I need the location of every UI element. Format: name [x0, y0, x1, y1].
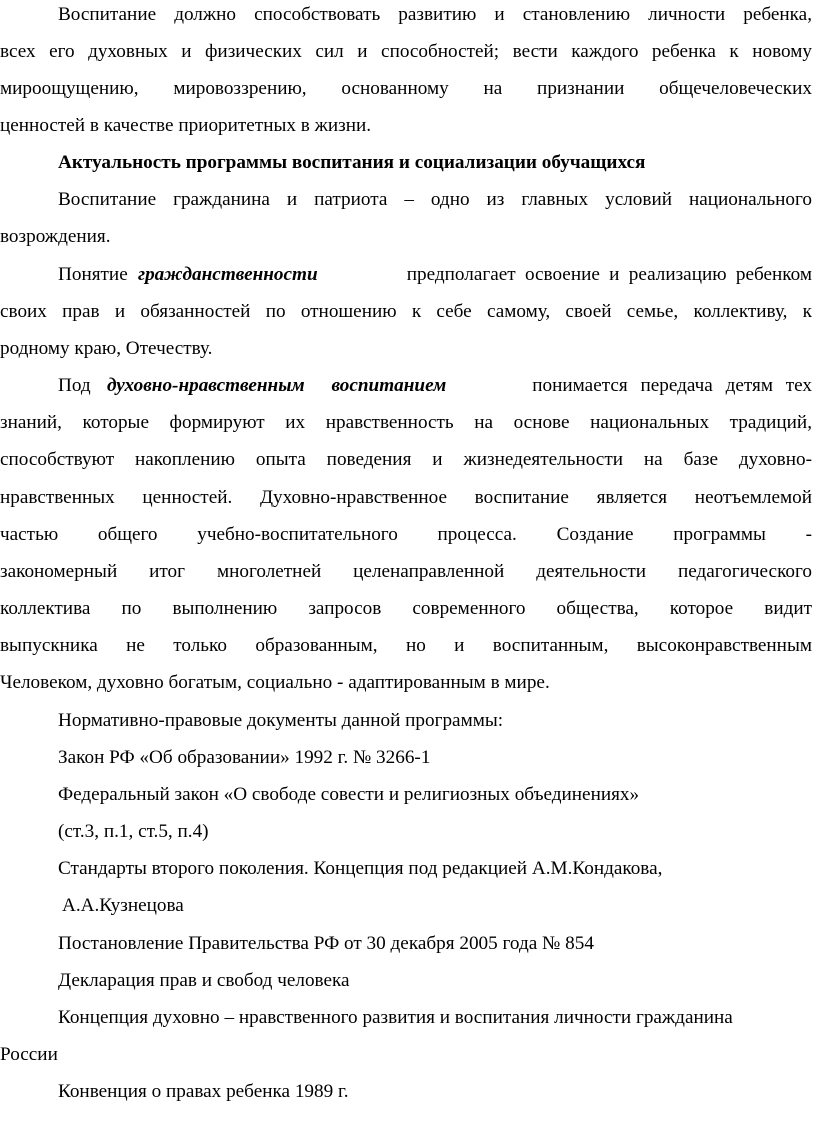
- document-item: России: [0, 1044, 58, 1065]
- document-item: Концепция духовно – нравственного развития и воспитания личности гражданина: [58, 1007, 733, 1028]
- citizenship-line-rest: предполагает освоение и реализацию ребенком: [406, 264, 812, 285]
- spiritual-line-rest: понимается передача детям тех: [532, 375, 812, 396]
- paragraph-4-line-5: частью общего учебно-воспитательного процесса. Создание программы -: [0, 524, 812, 545]
- paragraph-4-line-3: способствуют накоплению опыта поведения и жизнедеятельности на базе духовно-: [0, 449, 812, 470]
- paragraph-3-line-2: своих прав и обязанностей по отношению к себе самому, своей семье, коллективу, к: [0, 301, 812, 322]
- paragraph-1-line-2: всех его духовных и физических сил и способностей; вести каждого ребенка к новому: [0, 41, 812, 62]
- spiritual-term: духовно-нравственным воспитанием: [107, 375, 447, 396]
- document-item: А.А.Кузнецова: [62, 895, 184, 916]
- document-item: Конвенция о правах ребенка 1989 г.: [58, 1081, 349, 1102]
- documents-intro: Нормативно-правовые документы данной программы:: [58, 710, 504, 731]
- document-item: Федеральный закон «О свободе совести и религиозных объединениях»: [58, 784, 640, 805]
- paragraph-4-line-7: коллектива по выполнению запросов современного общества, которое видит: [0, 598, 812, 619]
- spiritual-word: Под: [58, 375, 91, 396]
- citizenship-word: Понятие: [58, 264, 128, 285]
- paragraph-1-line-3: мироощущению, мировоззрению, основанному на признании общечеловеческих: [0, 78, 812, 99]
- paragraph-1-line-4: ценностей в качестве приоритетных в жизни.: [0, 115, 372, 136]
- paragraph-2-line-1: Воспитание гражданина и патриота – одно из главных условий национального: [58, 189, 812, 210]
- paragraph-4-line-6: закономерный итог многолетней целенаправленной деятельности педагогического: [0, 561, 812, 582]
- paragraph-4-line-8: выпускника не только образованным, но и воспитанным, высоконравственным: [0, 635, 812, 656]
- paragraph-4-line-9: Человеком, духовно богатым, социально - адаптированным в мире.: [0, 672, 550, 693]
- citizenship-term: гражданственности: [138, 264, 318, 285]
- paragraph-1-line-1: Воспитание должно способствовать развитию и становлению личности ребенка,: [58, 4, 812, 25]
- document-item: Стандарты второго поколения. Концепция под редакцией А.М.Кондакова,: [58, 858, 663, 879]
- paragraph-4-line-2: знаний, которые формируют их нравственность на основе национальных традиций,: [0, 412, 812, 433]
- paragraph-2-line-2: возрождения.: [0, 226, 111, 247]
- document-item: Закон РФ «Об образовании» 1992 г. № 3266-1: [58, 747, 431, 768]
- document-item: Декларация прав и свобод человека: [58, 970, 350, 991]
- document-item: Постановление Правительства РФ от 30 декабря 2005 года № 854: [58, 933, 594, 954]
- section-heading: Актуальность программы воспитания и социализации обучащихся: [58, 152, 646, 173]
- paragraph-3-line-3: родному краю, Отечеству.: [0, 338, 213, 359]
- document-item: (ст.3, п.1, ст.5, п.4): [58, 821, 209, 842]
- paragraph-4-line-4: нравственных ценностей. Духовно-нравственное воспитание является неотъемлемой: [0, 487, 812, 508]
